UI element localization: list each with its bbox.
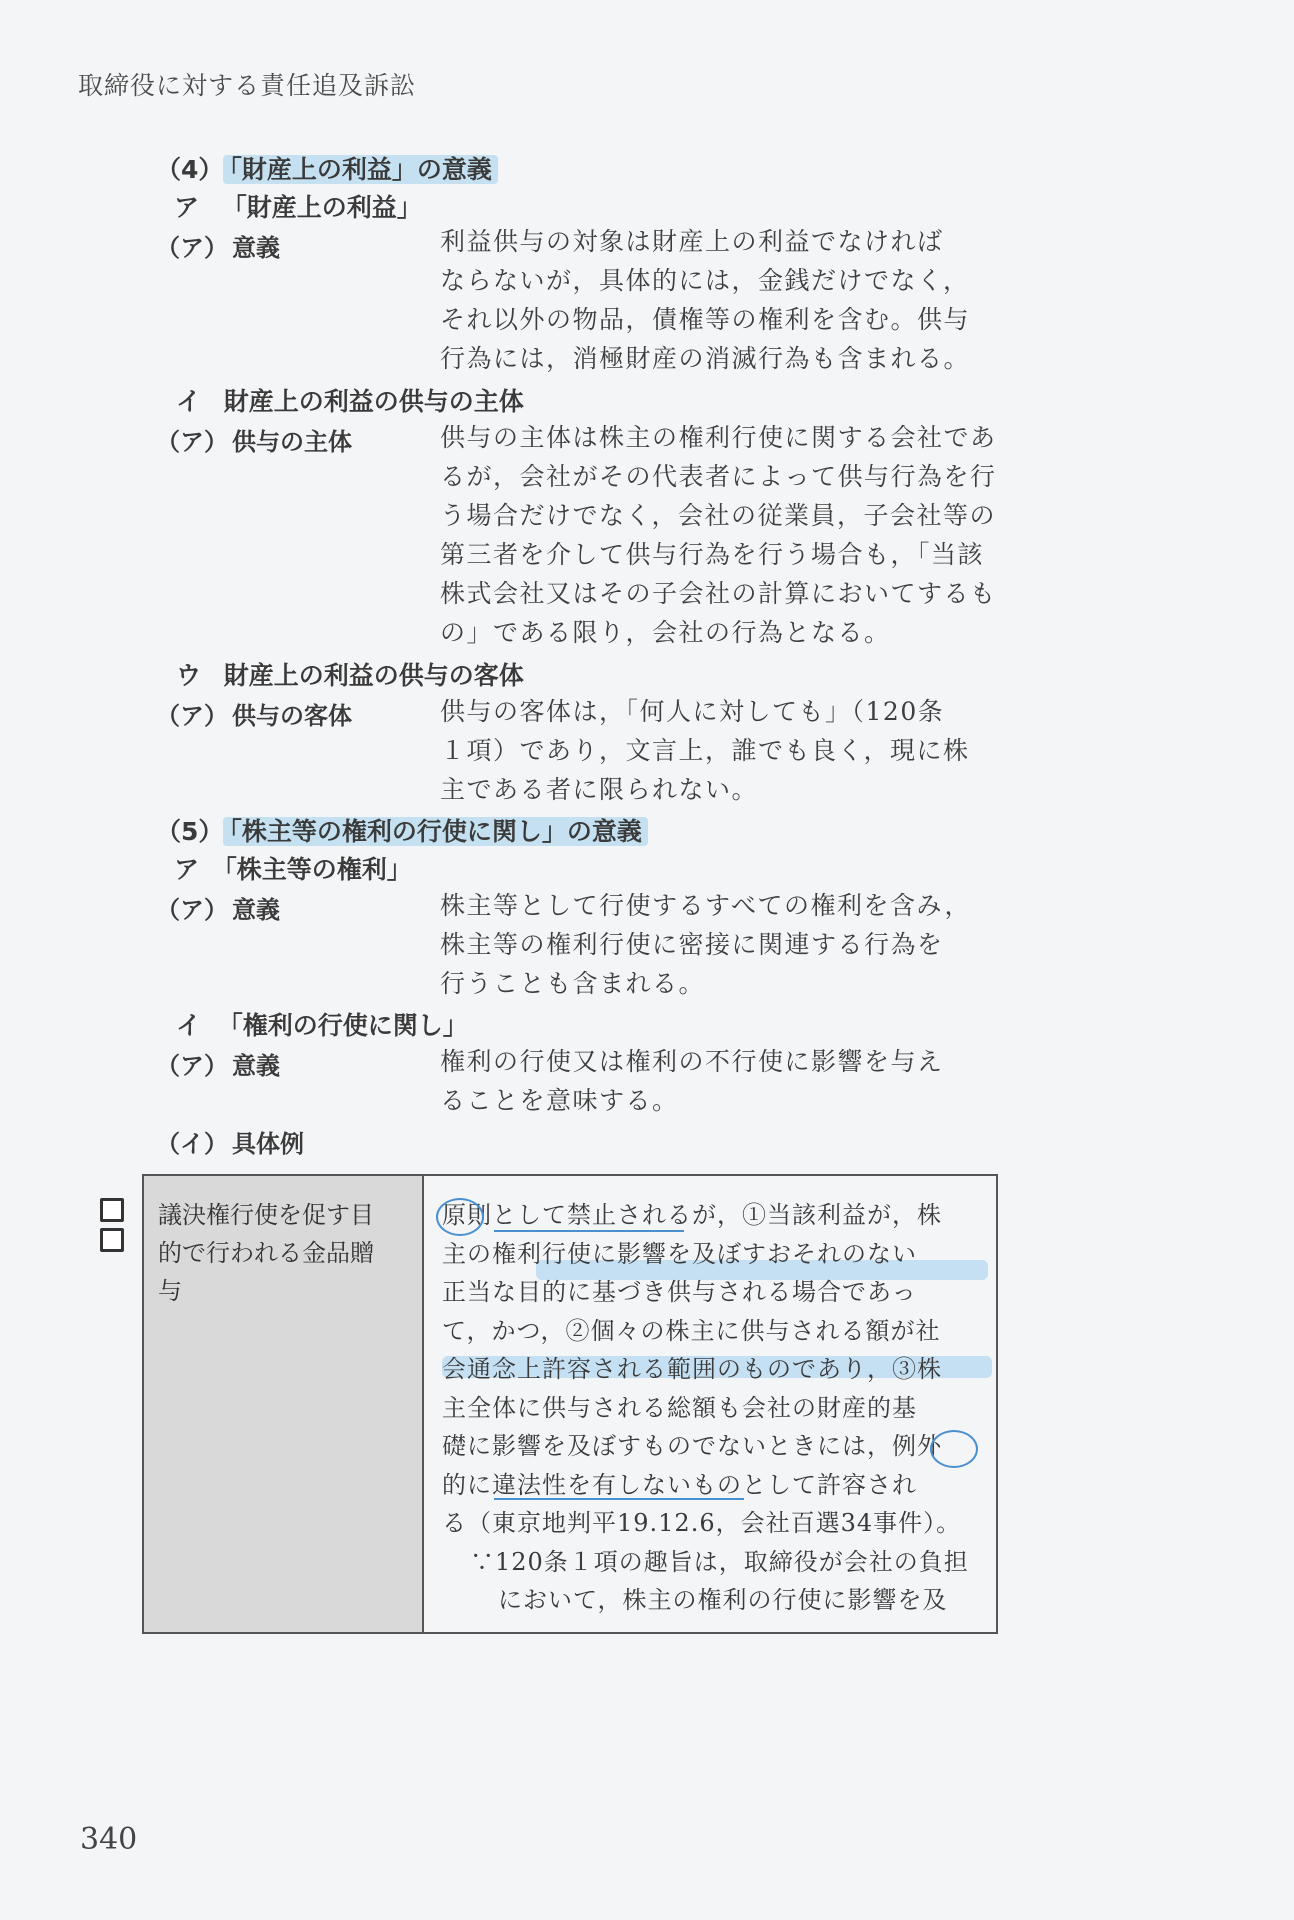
- body-line: 権利の行使又は権利の不行使に影響を与え: [440, 1047, 944, 1076]
- subsection-u-heading: [176, 656, 524, 692]
- section-4-number: （4）: [156, 155, 224, 184]
- body-line: それ以外の物品，債権等の権利を含む。供与: [440, 305, 971, 334]
- pen-underline-mark: [494, 1496, 744, 1500]
- item-a1-mark: （ア）: [156, 234, 228, 262]
- body-line: 供与の主体は株主の権利行使に関する会社であ: [440, 423, 997, 452]
- subsection-b-title: 「株主等の権利」: [211, 855, 412, 884]
- table-note-line: ∵120条１項の趣旨は，取締役が会社の負担: [470, 1547, 969, 1576]
- subsection-i-mark: イ: [176, 387, 202, 416]
- table-left-line: 議決権行使を促す目: [158, 1201, 374, 1229]
- table-right-line: 原則として禁止されるが，①当該利益が，株: [442, 1201, 942, 1229]
- table-left-line: 的で行われる金品贈: [158, 1239, 374, 1267]
- body-line: １項）であり，文言上，誰でも良く，現に株: [440, 736, 970, 765]
- body-line: 行うことも含まれる。: [440, 969, 706, 998]
- table-left-line: 与: [158, 1277, 182, 1305]
- body-line: の」である限り，会社の行為となる。: [440, 618, 891, 647]
- subsection-b-heading: [174, 850, 412, 886]
- body-line: ならないが，具体的には，金銭だけでなく，: [440, 266, 970, 295]
- item-u1-body: [440, 692, 970, 809]
- body-line: ることを意味する。: [440, 1086, 679, 1115]
- body-line: 株主等として行使するすべての権利を含み，: [440, 891, 972, 920]
- item-i1-mark: （ア）: [156, 428, 228, 456]
- subsection-a-mark: ア: [174, 193, 200, 222]
- table-right-line: て，かつ，②個々の株主に供与される額が社: [442, 1316, 941, 1345]
- review-checkbox-1[interactable]: [100, 1198, 124, 1222]
- table-right-line: 的に違法性を有しないものとして許容され: [442, 1470, 917, 1499]
- item-c2-mark: （イ）: [156, 1130, 228, 1158]
- subsection-i-title: 財産上の利益の供与の主体: [223, 387, 524, 416]
- item-c2: [0, 1124, 1294, 1164]
- running-header: 取締役に対する責任追及訴訟: [78, 71, 417, 100]
- subsection-a-title: 「財産上の利益」: [221, 193, 422, 222]
- item-c1-label: 意義: [232, 1052, 280, 1080]
- table-left-cell: [144, 1176, 424, 1632]
- item-b1-body: [440, 886, 971, 1003]
- item-a1-body: [440, 222, 970, 378]
- table-right-line: る（東京地判平19.12.6，会社百選34事件）。: [442, 1509, 962, 1537]
- subsection-i-heading: [176, 382, 524, 418]
- section-4-heading: [156, 150, 498, 186]
- table-note-line: において，株主の権利の行使に影響を及: [498, 1586, 948, 1614]
- item-i1-body: [440, 418, 997, 652]
- body-line: 供与の客体は，「何人に対しても」（120条: [440, 697, 945, 726]
- section-5-number: （5）: [156, 817, 224, 846]
- body-line: 株主等の権利行使に密接に関連する行為を: [440, 930, 944, 959]
- pen-circle-mark: [436, 1198, 484, 1236]
- section-5-title: 「株主等の権利の行使に関し」の意義: [223, 817, 648, 846]
- subsection-c-title: 「権利の行使に関し」: [217, 1011, 468, 1040]
- body-line: 行為には，消極財産の消滅行為も含まれる。: [440, 344, 971, 373]
- table-right-line: 会通念上許容される範囲のものであり，③株: [442, 1355, 942, 1383]
- item-b1-label: 意義: [232, 896, 280, 924]
- item-u1-label: 供与の客体: [232, 702, 352, 730]
- item-c2-label: 具体例: [232, 1130, 304, 1158]
- item-c1-mark: （ア）: [156, 1052, 228, 1080]
- body-line: う場合だけでなく，会社の従業員，子会社等の: [440, 501, 997, 530]
- subsection-a-heading: [174, 188, 422, 224]
- item-a1-label: 意義: [232, 234, 280, 262]
- page-number: 340: [80, 1822, 138, 1857]
- example-table: [142, 1174, 998, 1634]
- subsection-c-mark: イ: [176, 1011, 202, 1040]
- subsection-u-title: 財産上の利益の供与の客体: [223, 661, 524, 690]
- body-line: 株式会社又はその子会社の計算においてするも: [440, 579, 997, 608]
- table-right-line: 礎に影響を及ぼすものでないときには，例外: [442, 1432, 942, 1460]
- table-right-line: 正当な目的に基づき供与される場合であっ: [442, 1278, 917, 1306]
- body-line: 第三者を介して供与行為を行う場合も，「当該: [440, 540, 985, 569]
- item-i1-label: 供与の主体: [232, 428, 352, 456]
- item-c1-body: [440, 1042, 944, 1120]
- section-5-heading: [156, 812, 648, 848]
- pen-circle-mark: [930, 1430, 978, 1468]
- review-checkbox-2[interactable]: [100, 1228, 124, 1252]
- subsection-c-heading: [176, 1006, 468, 1042]
- item-u1-mark: （ア）: [156, 702, 228, 730]
- table-right-cell: [442, 1196, 969, 1620]
- subsection-b-mark: ア: [174, 855, 200, 884]
- item-b1-mark: （ア）: [156, 896, 228, 924]
- table-right-line: 主全体に供与される総額も会社の財産的基: [442, 1393, 917, 1422]
- body-line: 主である者に限られない。: [440, 775, 759, 804]
- subsection-u-mark: ウ: [176, 661, 202, 690]
- body-line: るが，会社がその代表者によって供与行為を行: [440, 462, 997, 491]
- table-right-line: 主の権利行使に影響を及ぼすおそれのない: [442, 1239, 917, 1268]
- section-4-title: 「財産上の利益」の意義: [223, 155, 498, 184]
- body-line: 利益供与の対象は財産上の利益でなければ: [440, 227, 944, 256]
- pen-underline-mark: [494, 1228, 684, 1232]
